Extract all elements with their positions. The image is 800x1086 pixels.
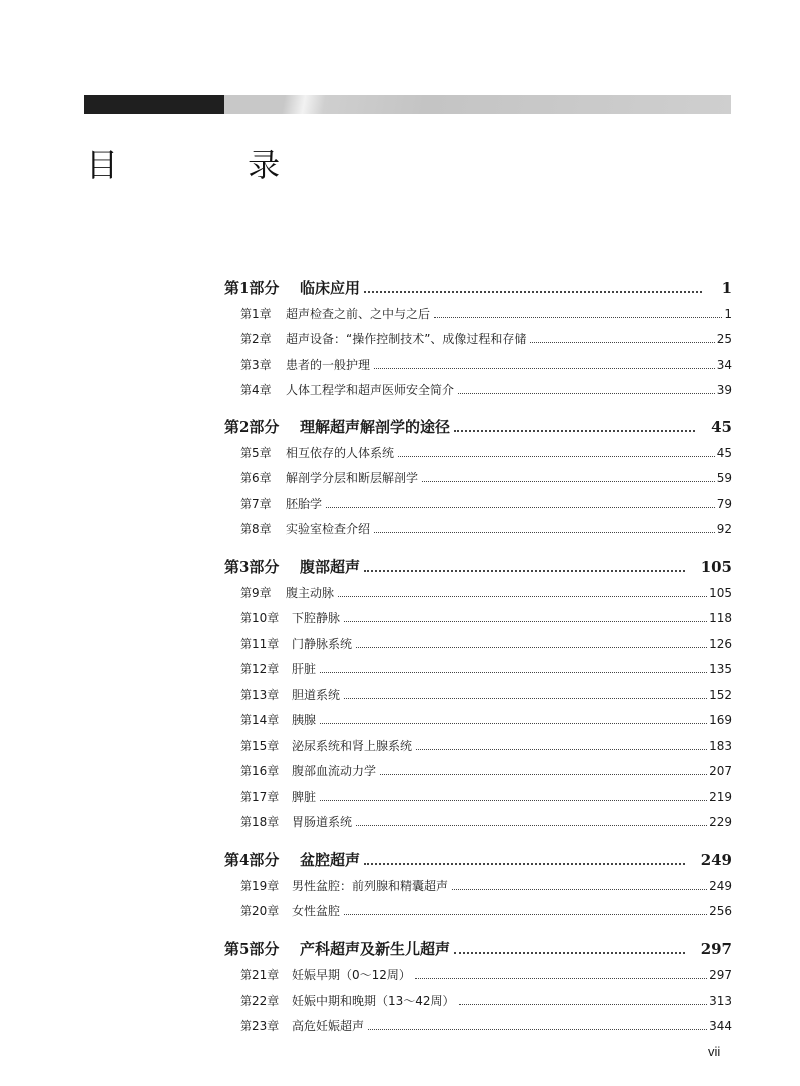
toc-chapter[interactable] [224,992,732,1009]
part-label: 第4部分 [224,851,280,869]
chapter-title: 妊娠早期（0～12周） [292,968,411,982]
chapter-title: 脾脏 [292,790,317,804]
chapter-title: 妊娠中期和晚期（13～42周） [292,994,455,1008]
dot-leader [454,951,685,954]
chapter-title: 胃肠道系统 [292,815,353,829]
dot-leader [458,392,715,394]
page-title: 目 录 [86,146,341,184]
dot-leader [415,977,707,979]
dot-leader [364,569,685,572]
chapter-title: 腹主动脉 [286,586,335,600]
chapter-label: 第7章 [240,497,272,511]
chapter-label: 第9章 [240,586,272,600]
toc-chapter[interactable] [224,520,732,537]
chapter-page: 135 [709,662,732,676]
chapter-page: 25 [716,332,732,346]
chapter-label: 第8章 [240,522,272,536]
chapter-page: 344 [709,1019,732,1033]
chapter-page: 79 [716,497,732,511]
chapter-title: 肝脏 [292,662,317,676]
chapter-title: 超声检查之前、之中与之后 [286,307,431,321]
dot-leader [530,341,714,343]
chapter-label: 第11章 [240,637,280,651]
chapter-page: 249 [709,879,732,893]
dot-leader [356,646,707,648]
toc-chapter[interactable] [224,877,732,894]
chapter-title: 男性盆腔：前列腺和精囊超声 [292,879,449,893]
dot-leader [344,620,707,622]
chapter-title: 胆道系统 [292,688,341,702]
header-bar-light [224,95,731,114]
toc-part[interactable] [224,938,732,959]
chapter-label: 第4章 [240,383,272,397]
chapter-label: 第12章 [240,662,280,676]
chapter-page: 105 [709,586,732,600]
chapter-title: 超声设备：“操作控制技术”、成像过程和存储 [286,332,527,346]
dot-leader [454,429,695,432]
toc-chapter[interactable] [224,356,732,373]
chapter-page: 169 [709,713,732,727]
page-number: vii [708,1044,721,1059]
chapter-title: 门静脉系统 [292,637,353,651]
dot-leader [374,367,715,369]
chapter-page: 297 [709,968,732,982]
chapter-title: 下腔静脉 [292,611,341,625]
chapter-page: 59 [716,471,732,485]
chapter-label: 第17章 [240,790,280,804]
chapter-page: 219 [709,790,732,804]
chapter-title: 高危妊娠超声 [292,1019,365,1033]
part-title: 腹部超声 [300,558,361,576]
dot-leader [364,290,702,293]
toc-part[interactable] [224,416,732,437]
chapter-title: 人体工程学和超声医师安全简介 [286,383,455,397]
header-bar-dark [84,95,224,114]
toc-chapter[interactable] [224,737,732,754]
toc-part[interactable] [224,556,732,577]
toc-chapter[interactable] [224,584,732,601]
chapter-label: 第21章 [240,968,280,982]
dot-leader [344,913,707,915]
toc-chapter[interactable] [224,1017,732,1034]
dot-leader [380,773,707,775]
chapter-label: 第5章 [240,446,272,460]
chapter-page: 126 [709,637,732,651]
chapter-label: 第22章 [240,994,280,1008]
chapter-title: 腹部血流动力学 [292,764,377,778]
dot-leader [320,671,707,673]
chapter-page: 256 [709,904,732,918]
part-title: 产科超声及新生儿超声 [300,940,451,958]
toc-chapter[interactable] [224,609,732,626]
chapter-label: 第19章 [240,879,280,893]
dot-leader [326,506,715,508]
part-label: 第3部分 [224,558,280,576]
toc-chapter[interactable] [224,469,732,486]
dot-leader [356,824,707,826]
chapter-page: 118 [709,611,732,625]
chapter-label: 第6章 [240,471,272,485]
dot-leader [320,722,707,724]
chapter-page: 34 [716,358,732,372]
toc-chapter[interactable] [224,762,732,779]
part-label: 第5部分 [224,940,280,958]
dot-leader [338,595,707,597]
dot-leader [398,455,715,457]
chapter-page: 39 [716,383,732,397]
chapter-title: 胰腺 [292,713,317,727]
part-title: 盆腔超声 [300,851,361,869]
part-page: 297 [700,940,732,958]
toc-chapter[interactable] [224,330,732,347]
chapter-title: 胚胎学 [286,497,323,511]
toc-chapter[interactable] [224,381,732,398]
part-label: 第2部分 [224,418,280,436]
toc-chapter[interactable] [224,686,732,703]
chapter-label: 第3章 [240,358,272,372]
chapter-label: 第20章 [240,904,280,918]
chapter-page: 152 [709,688,732,702]
dot-leader [320,799,707,801]
toc-chapter[interactable] [224,902,732,919]
chapter-page: 92 [716,522,732,536]
dot-leader [416,748,707,750]
part-page: 1 [721,279,732,297]
chapter-title: 女性盆腔 [292,904,341,918]
chapter-label: 第18章 [240,815,280,829]
chapter-page: 183 [709,739,732,753]
dot-leader [374,531,715,533]
chapter-label: 第10章 [240,611,280,625]
toc-chapter[interactable] [224,788,732,805]
chapter-title: 泌尿系统和肾上腺系统 [292,739,413,753]
toc-chapter[interactable] [224,444,732,461]
toc-chapter[interactable] [224,711,732,728]
chapter-label: 第15章 [240,739,280,753]
dot-leader [459,1003,708,1005]
dot-leader [434,316,722,318]
dot-leader [344,697,707,699]
toc-part[interactable] [224,849,732,870]
toc-chapter[interactable] [224,660,732,677]
chapter-label: 第23章 [240,1019,280,1033]
chapter-page: 229 [709,815,732,829]
part-page: 249 [700,851,732,869]
chapter-page: 45 [716,446,732,460]
toc-chapter[interactable] [224,813,732,830]
chapter-title: 患者的一般护理 [286,358,371,372]
chapter-page: 1 [724,307,732,321]
chapter-title: 解剖学分层和断层解剖学 [286,471,419,485]
chapter-label: 第14章 [240,713,280,727]
dot-leader [452,888,707,890]
part-page: 105 [700,558,732,576]
toc-chapter[interactable] [224,495,732,512]
chapter-title: 相互依存的人体系统 [286,446,395,460]
header-bar [84,95,731,114]
part-page: 45 [711,418,732,436]
chapter-page: 313 [709,994,732,1008]
dot-leader [364,862,685,865]
toc-chapter[interactable] [224,966,732,983]
toc-chapter[interactable] [224,305,732,322]
chapter-label: 第16章 [240,764,280,778]
part-title: 临床应用 [300,279,361,297]
part-label: 第1部分 [224,279,280,297]
toc-part[interactable] [224,277,732,298]
chapter-label: 第1章 [240,307,272,321]
part-title: 理解超声解剖学的途径 [300,418,451,436]
chapter-label: 第2章 [240,332,272,346]
chapter-title: 实验室检查介绍 [286,522,371,536]
chapter-label: 第13章 [240,688,280,702]
dot-leader [368,1028,707,1030]
toc-chapter[interactable] [224,635,732,652]
dot-leader [422,480,715,482]
chapter-page: 207 [709,764,732,778]
